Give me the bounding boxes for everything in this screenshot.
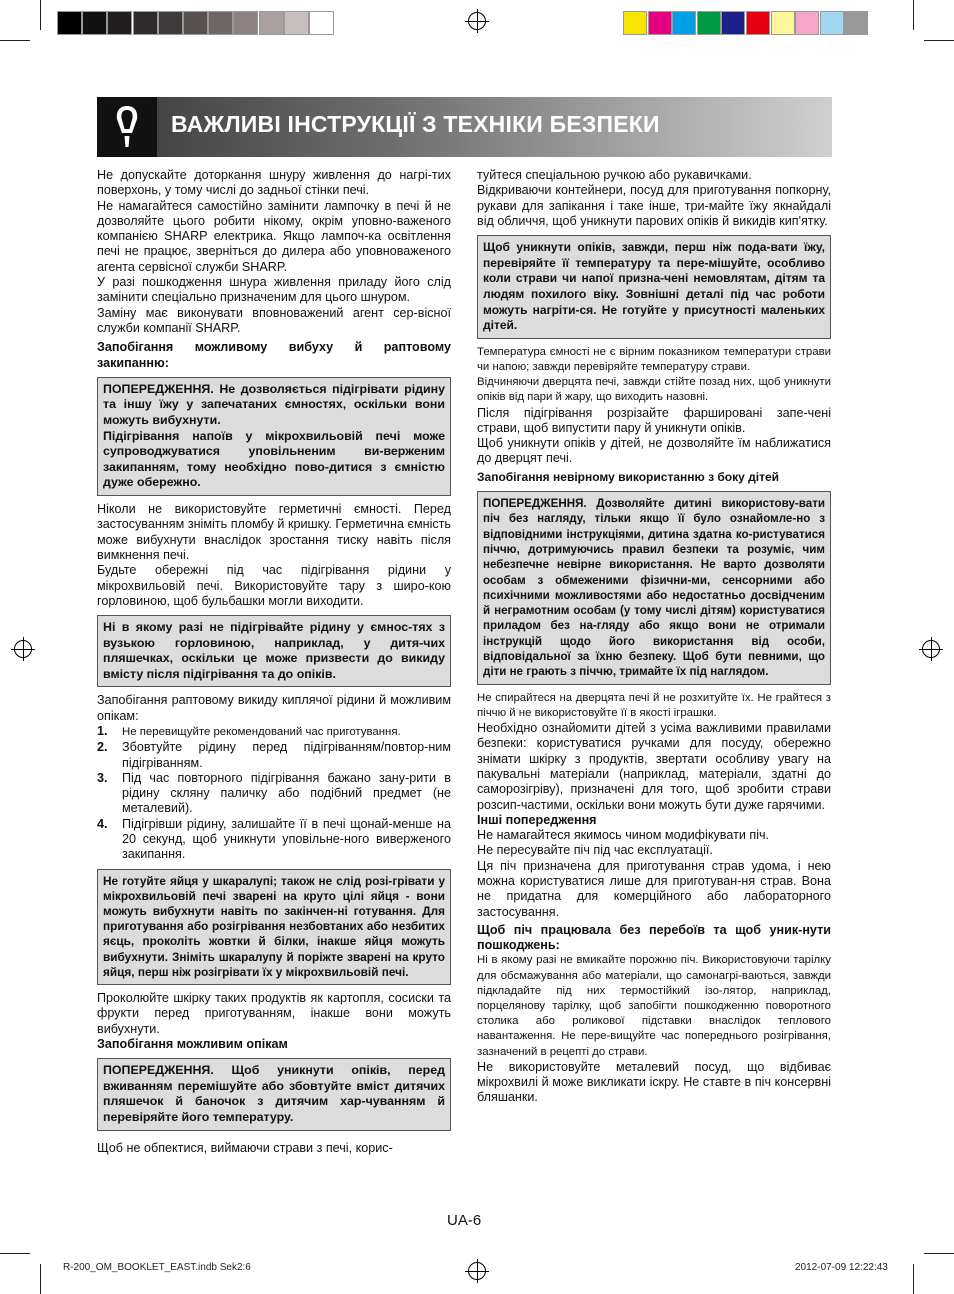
left-column	[97, 168, 451, 1156]
paragraph: Не пересувайте піч під час експлуатації.	[477, 843, 713, 858]
warning-box	[97, 615, 451, 687]
warning-box	[477, 235, 831, 339]
grey-swatch	[107, 11, 132, 35]
paragraph: Необхідно ознайомити дітей з усіма важливими правилами безпеки: користуватися ручками для посуду, обережно знімати шкірку з продуктів, звертати особливу увагу на пакувальні матеріали (наприклад, матеріали, здатні до саморозігріву), призначені для того, щоб зробити страви розсип-частими, оскільки вони можуть бути дуже гарячими.	[477, 721, 831, 812]
crop-mark	[40, 1264, 41, 1294]
warning-box	[97, 869, 451, 985]
list-item	[97, 740, 451, 771]
list-number: 4.	[97, 816, 108, 831]
color-swatch	[746, 11, 770, 35]
paragraph: Ні в якому разі не вмикайте порожню піч. Використовуючи тарілку для обсмажування або матеріали, що самонагрі-ваються, завжди підкладайте під них термостійкий ізо-лятор, наприклад, порцелянову тарілку, щоб запобігти пошкодженню поворотного столика або роликової підставки внаслідок теплового навантаження. Не пере-вищуйте час попереднього розігрівання, зазначений в рецепті до страви.	[477, 954, 831, 1058]
list-text: Не перевищуйте рекомендований час приготування.	[122, 726, 401, 739]
paragraph: Будьте обережні під час підігрівання рідини у мікрохвильовій печі. Використовуйте тару з широ-кою горловиною, щоб бульбашки могли виходити.	[97, 563, 451, 608]
paragraph: Не намагайтеся самостійно замінити лампочку в печі й не дозволяйте цього робити нікому, окрім уповно-важеного компанією SHARP електрика. Якщо лампоч-ка освітлення печі не працює, зверніться до дилера або уповноваженого агента сервісної служби SHARP.	[97, 198, 451, 274]
registration-mark-icon	[14, 640, 32, 658]
paragraph: Запобігання раптовому викиду киплячої рідини й можливим опікам:	[97, 693, 451, 723]
color-swatch	[697, 11, 721, 35]
section-heading: Інші попередження	[477, 812, 597, 827]
warning-text: Щоб уникнути опіків, завжди, перш ніж пода-вати їжу, перевіряйте її температуру та пере-мішуйте, особливо коли страви чи напої призна-чені немовлятам, дітям та людям похилого віку. Зовнішні деталі під час роботи можуть нагріти-ся. Не готуйте у присутності маленьких дітей.	[483, 240, 825, 333]
list-text: Збовтуйте рідину перед підігріванням/повтор-ним підігріванням.	[122, 740, 451, 770]
grey-swatch	[183, 11, 208, 35]
paragraph: Не намагайтеся якимось чином модифікувати піч.	[477, 828, 770, 843]
crop-mark	[924, 1253, 954, 1254]
paragraph: Ніколи не використовуйте герметичні ємності. Перед застосуванням зніміть пломбу й кришку. Герметична ємність може вибухнути внаслідок зростання тиску навіть після вимкнення печі.	[97, 502, 451, 562]
crop-mark	[924, 40, 954, 41]
section-heading: Щоб піч працювала без перебоїв та щоб уник-нути пошкоджень:	[477, 922, 831, 953]
color-swatch	[623, 11, 647, 35]
warning-text: ПОПЕРЕДЖЕННЯ. Дозволяйте дитині використову-вати піч без нагляду, тільки якщо її було ознайомле-но з відповідними інструкціями, дитина здатна ко-ристуватися піччю, дотримуючись правил безпеки та розуміє, чим небезпечне невірне використання. Не варто дозволяти особам з обмеженими фізични-ми, сенсорними або психічними можливостями або недостатньо досвідченим й неграмотним особам (у тому числі дітям) користуватися приладом без на-гляду або якщо вони не отримали інструкцій щодо його використання від особи, відповідальної за їхню безпеку. Щоб бути певними, що діти не грають з піччю, тримайте їх під наглядом.	[483, 497, 825, 679]
color-swatch	[820, 11, 844, 35]
color-swatch	[844, 11, 868, 35]
grey-swatch	[208, 11, 233, 35]
list-item	[97, 724, 451, 740]
crop-mark	[913, 0, 914, 30]
paragraph: Не використовуйте металевий посуд, що відбиває мікрохвилі й може викликати іскру. Не ставте в піч консервні бляшанки.	[477, 1059, 831, 1105]
color-swatch	[771, 11, 795, 35]
section-heading: Запобігання можливому вибуху й раптовому закипанню:	[97, 340, 451, 370]
warning-box	[97, 377, 451, 496]
list-number: 3.	[97, 770, 108, 785]
registration-mark-icon	[468, 1262, 486, 1280]
paragraph: Проколюйте шкірку таких продуктів як картопля, сосиски та фрукти перед приготуванням, інакше вони можуть вибухнути.	[97, 991, 451, 1036]
grey-swatch	[259, 11, 284, 35]
list-number: 2.	[97, 740, 108, 755]
warning-text: Ні в якому разі не підігрівайте рідину у ємнос-тях з вузькою горловиною, наприклад, у дитя-чих пляшечках, оскільки це може призвести до викиду вмісту після підігрівання та до опіків.	[103, 620, 445, 681]
list-item	[97, 771, 451, 817]
paragraph: Температура ємності не є вірним показником температури страви чи напою; завжди перевіряйте температуру страви.	[477, 345, 831, 373]
list-item	[97, 817, 451, 863]
list-text: Під час повторного підігрівання бажано зану-рити в рідину скляну паличку або подібний предмет (не металевий).	[122, 770, 451, 816]
color-swatch	[648, 11, 672, 35]
warning-text: ПОПЕРЕДЖЕННЯ. Щоб уникнути опіків, перед вживанням перемішуйте або збовтуйте вміст дитячих пляшечок й баночок з дитячим хар-чуванням й перевіряйте його температуру.	[103, 1063, 445, 1125]
list-number: 1.	[97, 724, 108, 739]
registration-mark-icon	[468, 12, 486, 30]
paragraph: Не допускайте доторкання шнуру живлення до нагрі-тих поверхонь, у тому числі до задньої стінки печі.	[97, 168, 451, 198]
grey-swatch	[133, 11, 158, 35]
list-text: Підігрівши рідину, залишайте її в печі щонай-менше на 20 секунд, щоб уникнути уповільне-ного виверженого закипання.	[122, 816, 451, 862]
right-column	[477, 168, 831, 1106]
section-header	[97, 97, 832, 157]
section-heading: Запобігання можливим опікам	[97, 1036, 288, 1051]
paragraph: Заміну має виконувати вповноважений агент сер-вісної служби компанії SHARP.	[97, 305, 451, 335]
crop-mark	[0, 1253, 30, 1254]
footer-file-info: R-200_OM_BOOKLET_EAST.indb Sek2:6	[63, 1262, 251, 1273]
warning-text: ПОПЕРЕДЖЕННЯ. Не дозволяється підігрівати рідину та іншу їжу у запечатаних ємностях, оскільки вони можуть вибухнути.	[103, 381, 445, 428]
paragraph: туйтеся спеціальною ручкою або рукавичками.	[477, 168, 752, 182]
exclamation-icon	[97, 97, 157, 157]
warning-box	[97, 1058, 451, 1130]
footer-timestamp: 2012-07-09 12:22:43	[795, 1262, 888, 1273]
paragraph: Відкриваючи контейнери, посуд для приготування попкорну, рукави для запікання і таке інше, три-майте їжу якнайдалі від обличчя, щоб уникнути парових опіків й викидів кип'ятку.	[477, 183, 831, 228]
grey-swatch	[284, 11, 309, 35]
section-heading: Запобігання невірному використанню з боку дітей	[477, 469, 780, 484]
crop-mark	[913, 1264, 914, 1294]
paragraph: Щоб не обпектися, виймаючи страви з печі, корис-	[97, 1140, 393, 1155]
page-number: UA-6	[447, 1212, 482, 1229]
paragraph: Відчиняючи дверцята печі, завжди стійте позад них, щоб уникнути опіків від пари й жару, що виходить назовні.	[477, 376, 831, 404]
grey-swatch	[158, 11, 183, 35]
grey-swatch	[57, 11, 82, 35]
instruction-list	[97, 724, 451, 863]
paragraph: Ця піч призначена для приготування страв удома, і нею можна користуватися лише для приготуван-ня страв. Вона не придатна для комерційного або лабораторного застосування.	[477, 858, 831, 919]
color-swatch	[795, 11, 819, 35]
crop-mark	[0, 40, 30, 41]
warning-text: Не готуйте яйця у шкаралупі; також не слід розі-грівати у мікрохвильовій печі зварені на круто цілі яйця - вони можуть вибухнути навіть по закінчен-ні готування. Для приготування або розігрівання незбовтаних або незбитих яєць, проколіть жовтки й білки, інакше яйця можуть вибухнути. Зніміть шкаралупу й поріжте зварені на круто яйця, перш ніж розігрівати їх у мікрохвильовій печі.	[103, 873, 445, 979]
paragraph: Щоб уникнути опіків у дітей, не дозволяйте їм наближатися до дверцят печі.	[477, 436, 831, 466]
paragraph: У разі пошкодження шнура живлення приладу його слід замінити спеціально призначеним для цього шнуром.	[97, 275, 451, 305]
grey-swatch	[233, 11, 258, 35]
paragraph: Після підігрівання розрізайте фаршировані запе-чені страви, щоб випустити пару й уникнути опіків.	[477, 405, 831, 435]
warning-box	[477, 491, 831, 685]
grey-swatch	[82, 11, 107, 35]
registration-mark-icon	[922, 640, 940, 658]
color-swatch	[672, 11, 696, 35]
paragraph: Не спирайтеся на дверцята печі й не розхитуйте їх. Не грайтеся з піччю й не використовуйте її в якості іграшки.	[477, 691, 831, 719]
warning-text: Підігрівання напоїв у мікрохвильовій печі може супроводжуватися уповільненим ви-верженим закипанням, тому необхідно пово-дитися з ємністю дуже обережно.	[103, 428, 445, 490]
page-title: ВАЖЛИВІ ІНСТРУКЦІЇ З ТЕХНІКИ БЕЗПЕКИ	[171, 111, 660, 137]
crop-mark	[40, 0, 41, 30]
grey-swatch	[309, 11, 334, 35]
color-swatch	[721, 11, 745, 35]
